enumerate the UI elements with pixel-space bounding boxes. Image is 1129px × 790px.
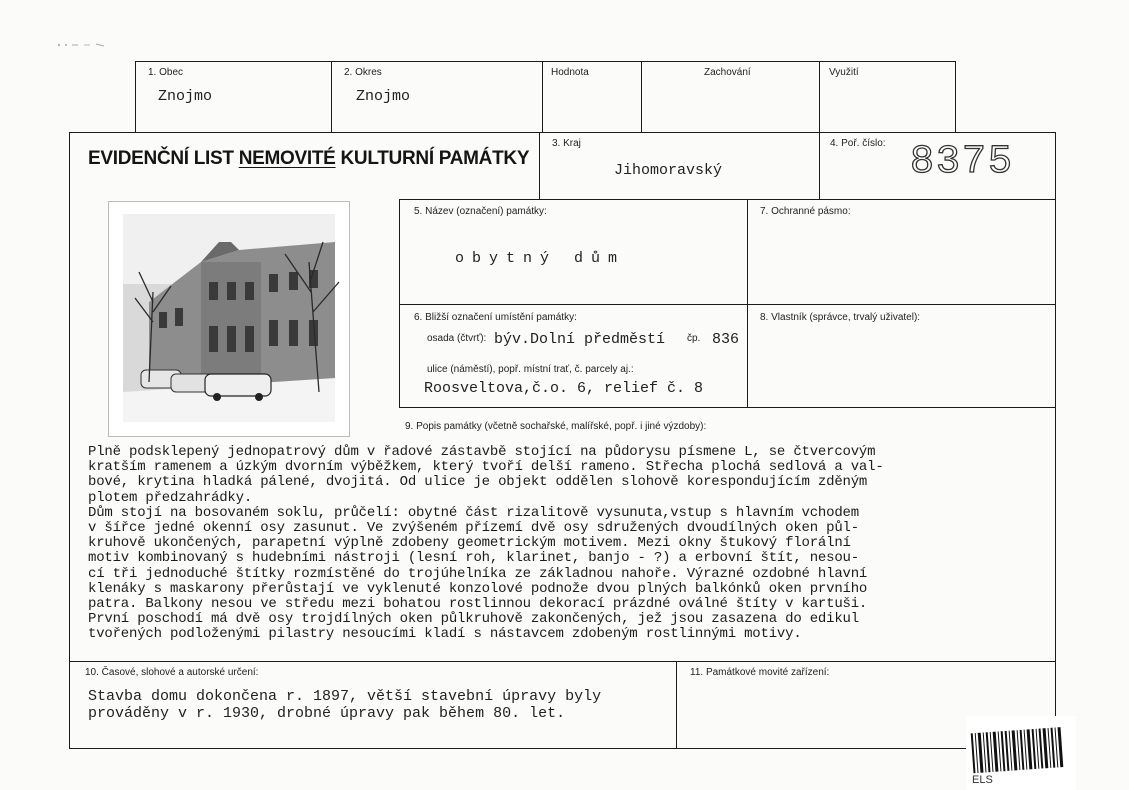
title-part: EVIDENČNÍ LIST [88, 148, 239, 169]
popis-label: 9. Popis památky (včetně sochařské, malířské, popř. i jiné výzdoby): [405, 421, 707, 432]
cp-label: čp. [687, 333, 701, 344]
divider [676, 661, 677, 749]
popis-line: motiv kombinovaný s hudebními nástroji (lesní roh, klarinet, banjo - ?) a erbovní štít, nesou- [88, 550, 859, 567]
divider [641, 61, 642, 133]
divider [542, 61, 543, 133]
divider [399, 304, 1056, 305]
popis-line: bové, krytina hladká pálené, dvojitá. Od ulice je objekt oddělen slohově korespondujícím zděným [88, 474, 868, 491]
popis-line: kratším ramenem a úzkým dvorním výběžkem, který tvoří delší rameno. Střecha plochá sedlová a val- [88, 459, 884, 476]
divider [819, 61, 820, 133]
kraj-value: Jihomoravský [614, 162, 723, 179]
ochranne-pasmo-label: 7. Ochranné pásmo: [760, 206, 851, 217]
divider [331, 61, 332, 133]
popis-line: klenáky s maskarony přerůstají ve vyklenuté konzolové podnože dvou plných balkónků oken prvního [88, 580, 868, 597]
popis-line: cí tři jednoduché štítky rozmístěné do trojúhelníka ze základnou nahoře. Výrazné ozdobné hlavní [88, 565, 868, 582]
popis-line: v šířce jedné okenní osy zasunut. Ve zvýšeném přízemí dvě osy sdružených dvoudílných oken půl- [88, 520, 859, 537]
vyuziti-label: Využití [829, 67, 859, 78]
por-cislo-label: 4. Poř. číslo: [830, 138, 886, 149]
hodnota-label: Hodnota [551, 67, 589, 78]
popis-line: plotem předzahrádky. [88, 489, 253, 506]
nazev-value: obytný dům [455, 250, 626, 267]
osada-value: býv.Dolní předměstí [494, 331, 666, 348]
divider [819, 132, 820, 200]
popis-line: tvořených podloženými pilastry nesoucími kladí s nástavcem zdobeným rostlinnými motivy. [88, 626, 802, 643]
barcode-label: ELS [972, 774, 993, 786]
okres-value: Znojmo [356, 88, 411, 105]
title-underlined: NEMOVITÉ [238, 148, 336, 169]
casove-line: prováděny v r. 1930, drobné úpravy pak během 80. let. [88, 705, 566, 722]
casove-urceni-label: 10. Časové, slohové a autorské určení: [85, 667, 259, 678]
building-photo [108, 201, 350, 437]
barcode-sticker [966, 716, 1076, 790]
osada-label: osada (čtvrť): [427, 333, 487, 344]
divider [539, 132, 540, 200]
ulice-value: Roosveltova,č.o. 6, relief č. 8 [424, 380, 704, 397]
building-photo-image [109, 202, 349, 436]
casove-urceni-text [88, 688, 601, 722]
ulice-label: ulice (náměstí), popř. místní trať, č. parcely aj.: [427, 364, 634, 375]
obec-label: 1. Obec [148, 67, 184, 78]
barcode-icon [968, 723, 1071, 778]
popis-line: patra. Balkony nesou ve středu mezi bohatou rostlinnou dekorací prázdné oválné štíty v kartuši. [88, 596, 868, 613]
por-cislo-value: 8375 [910, 140, 1015, 185]
blizsi-oznaceni-label: 6. Bližší označení umístění památky: [414, 312, 577, 323]
nazev-label: 5. Název (označení) památky: [414, 206, 547, 217]
vlastnik-label: 8. Vlastník (správce, trvalý uživatel): [760, 312, 921, 323]
title-part: KULTURNÍ PAMÁTKY [335, 148, 530, 169]
kraj-label: 3. Kraj [552, 138, 581, 149]
divider [399, 407, 1056, 408]
divider [69, 661, 1056, 662]
popis-line: Dům stojí na bosovaném soklu, průčelí: obytné část rizalitově vysunuta,vstup s hlavním vchodem [88, 504, 859, 521]
divider [539, 199, 1056, 200]
popis-line: kruhově ukončených, parapetní výplně zdobeny geometrickým motivem. Mezi okny štukový florální [88, 535, 851, 552]
obec-value: Znojmo [158, 88, 213, 105]
popis-line: První poschodí má dvě osy trojdílných oken půlkruhově zakončených, jež jsou zasazena do edikul [88, 611, 859, 628]
popis-text [88, 445, 1048, 643]
cp-value: 836 [712, 331, 740, 348]
movite-zarizeni-label: 11. Památkové movité zařízení: [690, 667, 830, 678]
divider [399, 199, 540, 200]
zachovani-label: Zachování [704, 67, 751, 78]
popis-line: Plně podsklepený jednopatrový dům v řadové zástavbě stojící na půdorysu písmene L, se čtvercovým [88, 444, 876, 460]
casove-line: Stavba domu dokončena r. 1897, větší stavební úpravy byly [88, 688, 602, 705]
corner-specks [56, 40, 116, 50]
form-title [88, 148, 529, 170]
okres-label: 2. Okres [344, 67, 382, 78]
